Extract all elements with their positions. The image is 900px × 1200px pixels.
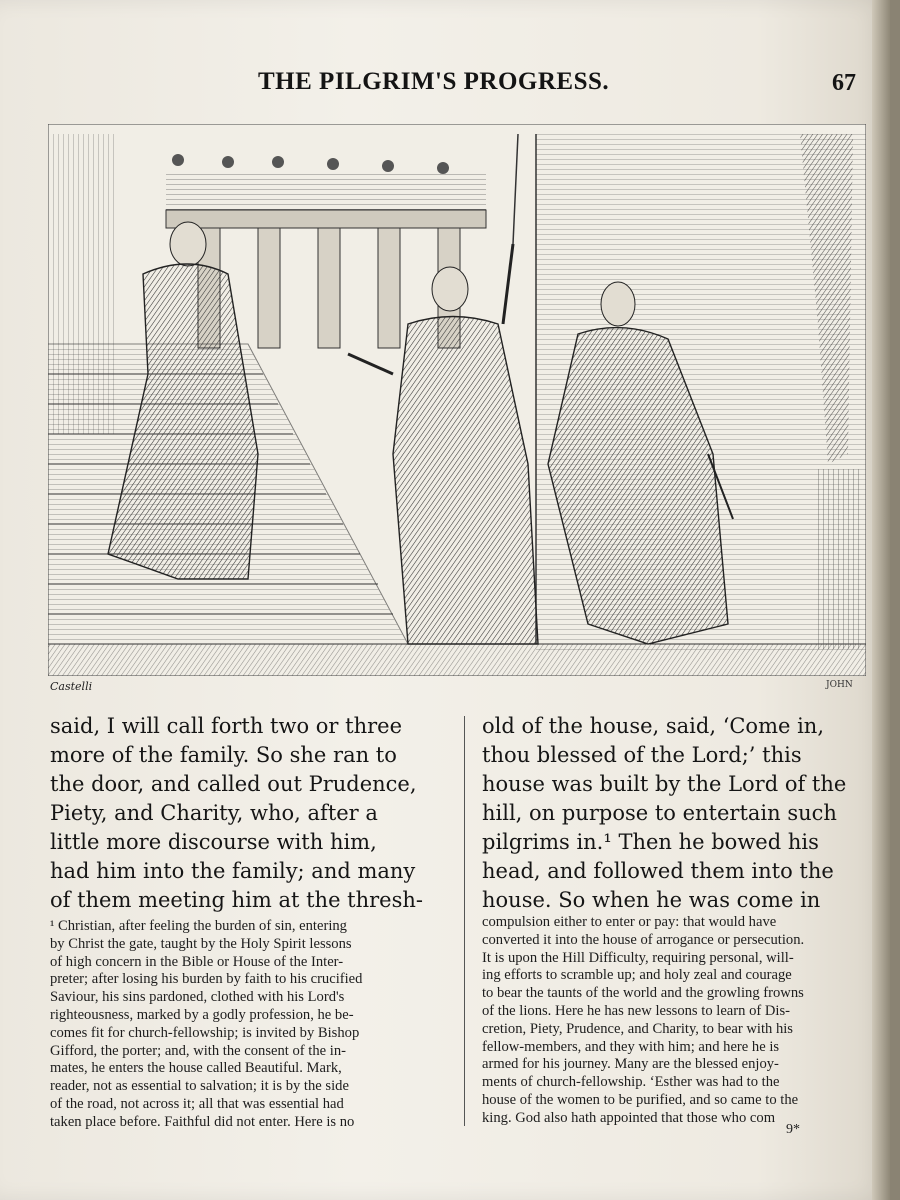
body-text-left-column — [50, 712, 460, 915]
footnote-line: compulsion either to enter or pay: that would have — [482, 914, 777, 930]
page-number: 67 — [832, 70, 856, 96]
engraving-illustration — [48, 124, 866, 676]
footnote-line: cretion, Piety, Prudence, and Charity, to bear with his — [482, 1020, 793, 1037]
text-line: house. So when he was come in — [482, 888, 821, 912]
text-line: had him into the family; and many — [50, 859, 416, 883]
footnote-line: Gifford, the porter; and, with the consent of the in- — [50, 1042, 346, 1059]
text-line: of them meeting him at the thresh- — [50, 888, 423, 912]
column-divider — [464, 716, 465, 1126]
footnote-line: fellow-members, and they with him; and here he is — [482, 1038, 780, 1055]
footnote-line: Saviour, his sins pardoned, clothed with his Lord's — [50, 989, 345, 1006]
footnote-line: of the lions. Here he has new lessons to learn of Dis- — [482, 1002, 791, 1019]
footnote-line: by Christ the gate, taught by the Holy Spirit lessons — [50, 935, 352, 952]
footnote-line: preter; after losing his burden by faith to his crucified — [50, 971, 363, 988]
text-line: head, and followed them into the — [482, 859, 834, 883]
artist-signature-left: Castelli — [50, 680, 93, 693]
footnote-line: mates, he enters the house called Beautiful. Mark, — [50, 1060, 342, 1077]
engraving-three-figures-icon — [48, 124, 866, 676]
printer-signature-mark: 9* — [786, 1122, 800, 1137]
text-line: old of the house, said, ‘Come in, — [482, 714, 825, 738]
text-line: more of the family. So she ran to — [50, 743, 397, 767]
artist-signature-right: JOHN — [826, 680, 853, 690]
footnote-line: house of the women to be purified, and so came to the — [482, 1091, 799, 1108]
text-line: little more discourse with him, — [50, 830, 377, 854]
running-title: THE PILGRIM'S PROGRESS. — [258, 68, 610, 95]
footnote-line: It is upon the Hill Difficulty, requiring personal, will- — [482, 949, 794, 966]
footnote-line: ¹ Christian, after feeling the burden of sin, entering — [50, 918, 347, 934]
text-line: Piety, and Charity, who, after a — [50, 801, 378, 825]
footnote-right-column — [482, 914, 884, 1128]
footnote-line: of the road, not across it; all that was essential had — [50, 1095, 344, 1112]
footnote-line: reader, not as essential to salvation; it is by the side — [50, 1078, 349, 1095]
footnote-line: of high concern in the Bible or House of the Inter- — [50, 953, 344, 970]
text-line: house was built by the Lord of the — [482, 772, 847, 796]
text-line: thou blessed of the Lord;’ this — [482, 743, 802, 767]
text-line: said, I will call forth two or three — [50, 714, 403, 738]
footnote-line: righteousness, marked by a godly profession, he be- — [50, 1006, 354, 1023]
text-line: hill, on purpose to entertain such — [482, 801, 837, 825]
footnote-left-column — [50, 918, 456, 1132]
footnote-line: armed for his journey. Many are the blessed enjoy- — [482, 1056, 779, 1073]
text-line: the door, and called out Prudence, — [50, 772, 417, 796]
footnote-line: king. God also hath appointed that those who com — [482, 1109, 776, 1126]
text-line: pilgrims in.¹ Then he bowed his — [482, 830, 819, 854]
footnote-line: ments of church-fellowship. ‘Esther was had to the — [482, 1074, 780, 1091]
body-text-right-column — [482, 712, 878, 915]
footnote-line: comes fit for church-fellowship; is invited by Bishop — [50, 1024, 360, 1041]
footnote-line: ing efforts to scramble up; and holy zeal and courage — [482, 967, 792, 984]
footnote-line: to bear the taunts of the world and the growling frowns — [482, 985, 804, 1002]
footnote-line: converted it into the house of arrogance or persecution. — [482, 931, 805, 948]
footnote-line: taken place before. Faithful did not enter. Here is no — [50, 1113, 355, 1130]
